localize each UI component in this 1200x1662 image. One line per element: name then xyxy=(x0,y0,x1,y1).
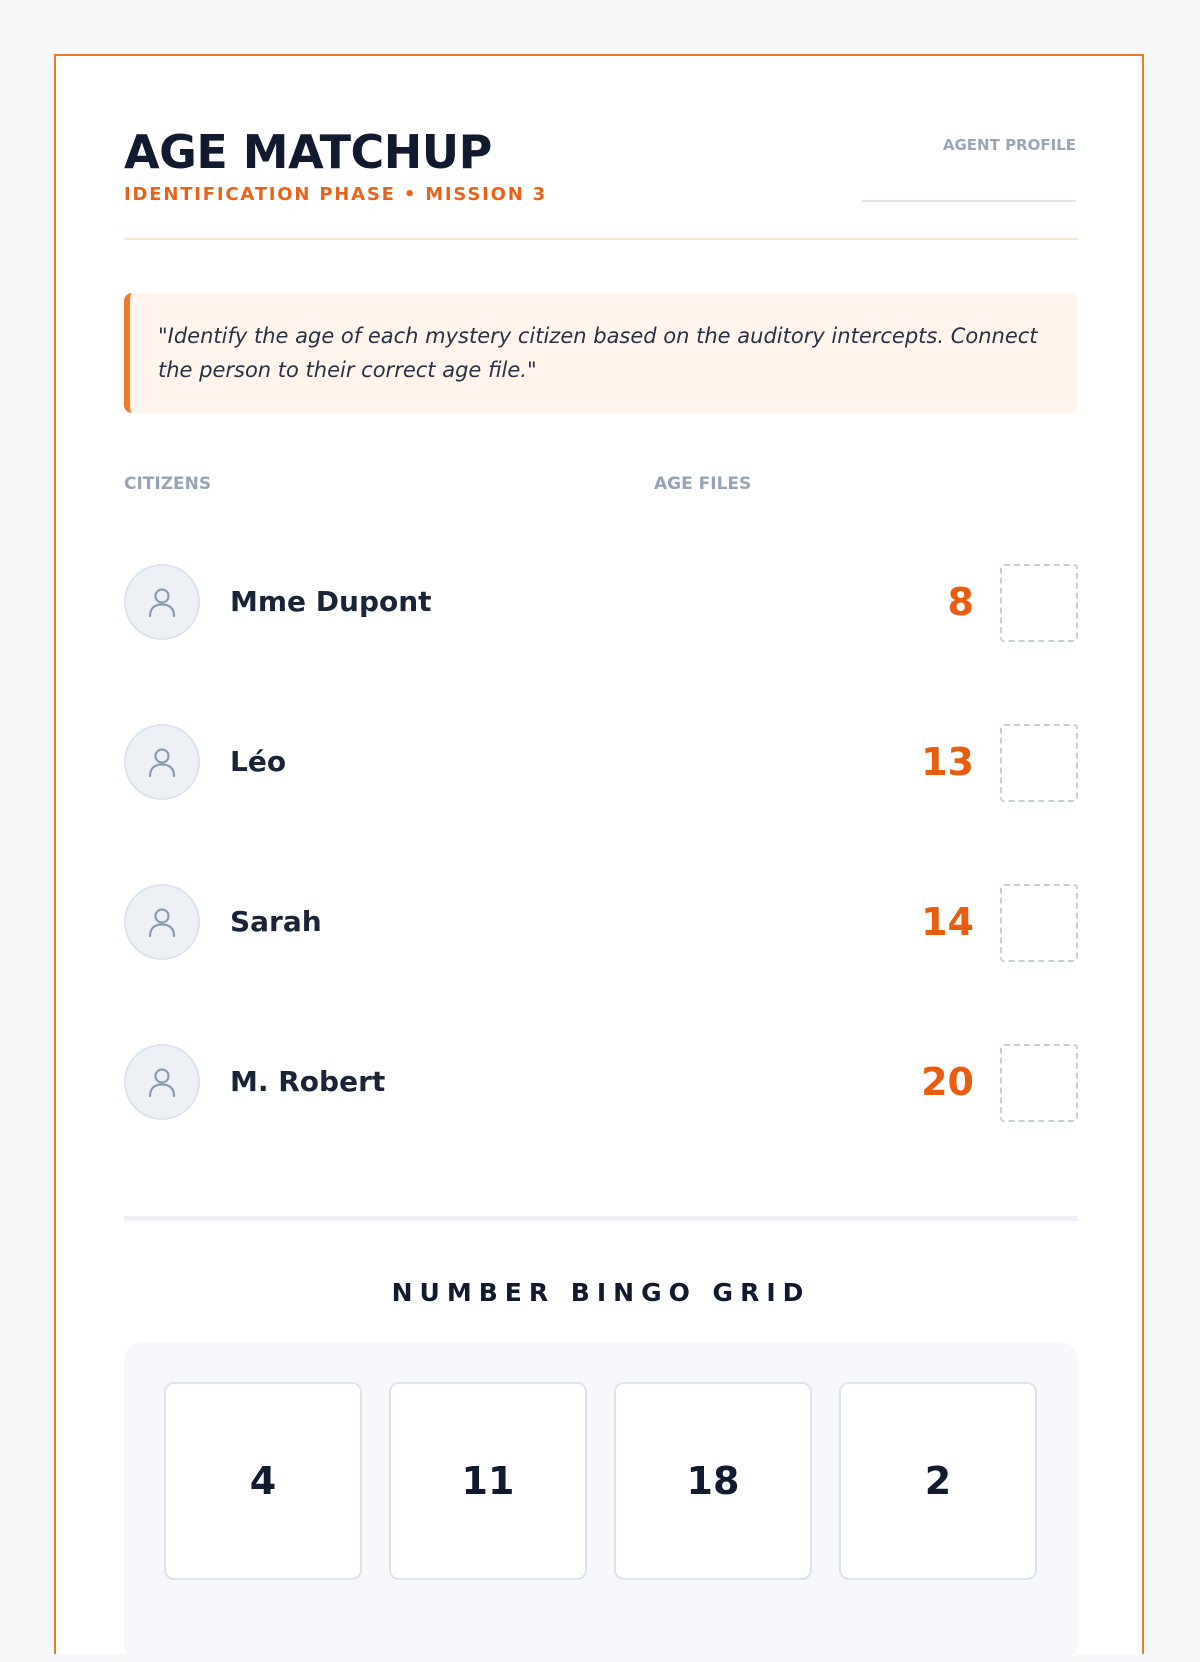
bingo-cell[interactable]: 4 xyxy=(164,1382,362,1580)
citizen-name: M. Robert xyxy=(230,1065,386,1098)
citizen-row xyxy=(124,724,1078,804)
avatar[interactable] xyxy=(124,884,200,960)
citizen-name: Mme Dupont xyxy=(230,585,432,618)
bingo-cell[interactable]: 18 xyxy=(614,1382,812,1580)
age-files-column-label: AGE FILES xyxy=(654,474,752,494)
user-icon xyxy=(145,745,179,779)
age-drop-slot[interactable] xyxy=(1000,884,1078,962)
citizen-row xyxy=(124,564,1078,644)
citizen-name: Léo xyxy=(230,745,287,778)
age-drop-slot[interactable] xyxy=(1000,1044,1078,1122)
age-drop-slot[interactable] xyxy=(1000,564,1078,642)
age-file-value[interactable]: 14 xyxy=(921,900,974,944)
user-icon xyxy=(145,585,179,619)
bingo-cell[interactable]: 2 xyxy=(839,1382,1037,1580)
age-file-value[interactable]: 20 xyxy=(921,1060,974,1104)
page-title: AGE MATCHUP xyxy=(124,125,492,179)
agent-profile-input-line[interactable] xyxy=(862,200,1076,202)
avatar[interactable] xyxy=(124,724,200,800)
bingo-grid-title: NUMBER BINGO GRID xyxy=(391,1278,811,1307)
avatar[interactable] xyxy=(124,1044,200,1120)
age-file-value[interactable]: 8 xyxy=(947,580,974,624)
header-divider xyxy=(124,238,1078,240)
user-icon xyxy=(145,905,179,939)
citizens-column-label: CITIZENS xyxy=(124,474,212,494)
citizen-row xyxy=(124,884,1078,964)
age-drop-slot[interactable] xyxy=(1000,724,1078,802)
mission-card xyxy=(54,54,1144,1654)
mission-briefing: "Identify the age of each mystery citizen based on the auditory intercepts. Connect the person to their correct age file." xyxy=(124,293,1078,413)
agent-profile-label: AGENT PROFILE xyxy=(942,136,1076,154)
user-icon xyxy=(145,1065,179,1099)
avatar[interactable] xyxy=(124,564,200,640)
citizen-name: Sarah xyxy=(230,905,322,938)
bingo-panel xyxy=(124,1342,1078,1662)
section-divider xyxy=(124,1216,1078,1221)
citizen-row xyxy=(124,1044,1078,1124)
age-file-value[interactable]: 13 xyxy=(921,740,974,784)
mission-subtitle: IDENTIFICATION PHASE • MISSION 3 xyxy=(124,184,547,205)
bingo-grid xyxy=(164,1382,1037,1580)
bingo-cell[interactable]: 11 xyxy=(389,1382,587,1580)
